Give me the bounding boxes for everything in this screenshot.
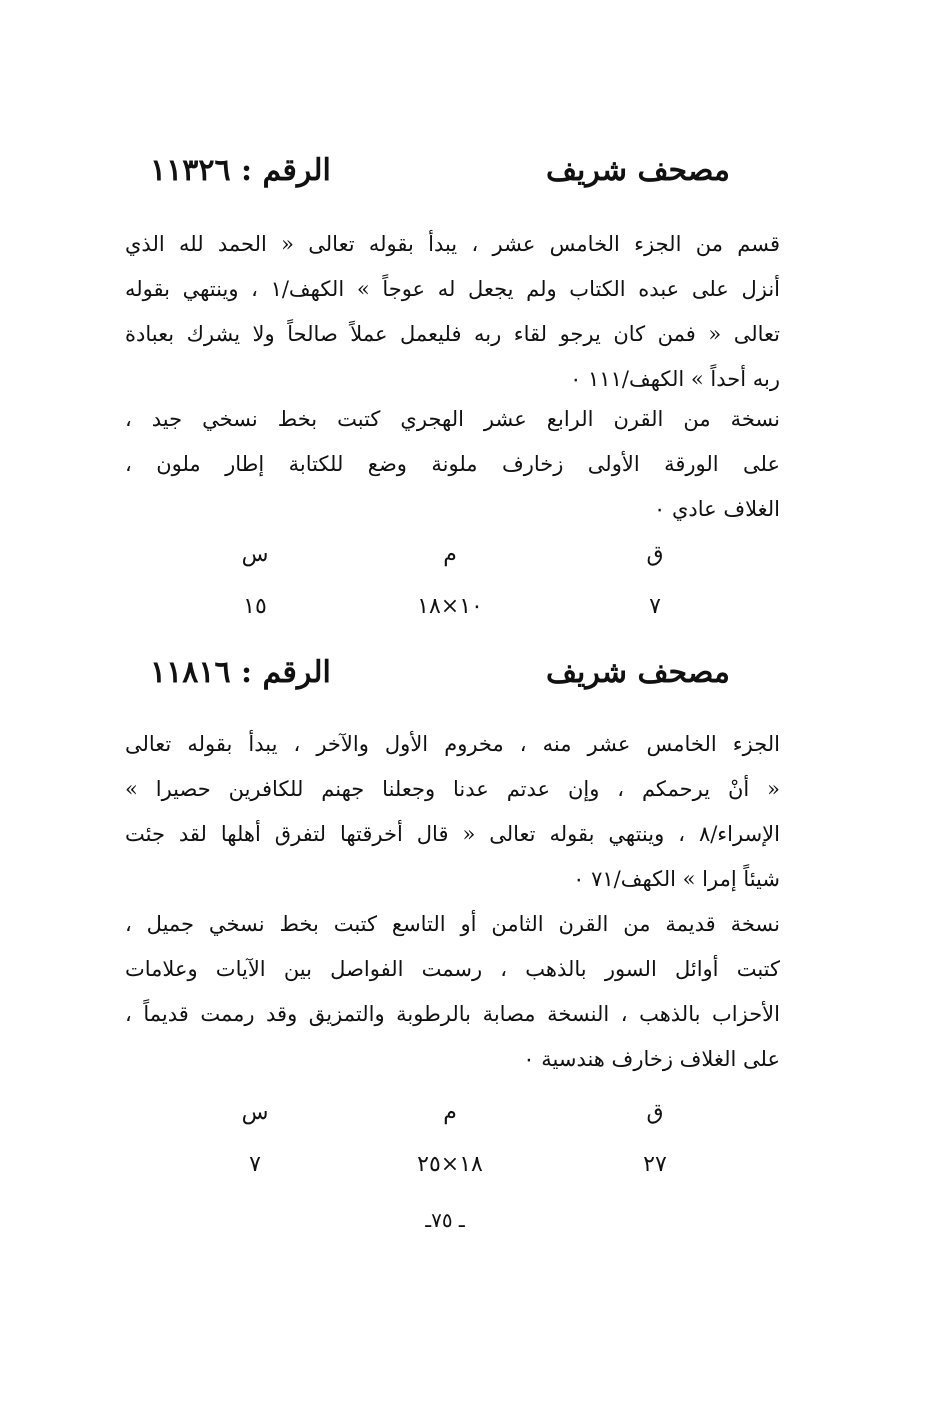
entry-2-description-line: الجزء الخامس عشر منه ، مخروم الأول والآخر ، يبدأ بقوله تعالى <box>125 732 780 756</box>
page-number: ـ ٧٥ـ <box>425 1208 465 1232</box>
entry-1-label-q: ق <box>646 542 664 567</box>
entry-1-description-line: تعالى « فمن كان يرجو لقاء ربه فليعمل عملاً صالحاً ولا يشرك بعبادة <box>125 322 780 346</box>
entry-2-description <box>125 722 780 902</box>
entry-2-copy-line: كتبت أوائل السور بالذهب ، رسمت الفواصل بين الآيات وعلامات <box>125 957 780 981</box>
entry-2-description-line: الإسراء/٨ ، وينتهي بقوله تعالى « قال أخرقتها لتفرق أهلها لقد جئت <box>125 822 780 846</box>
entry-2-title: مصحف شريف <box>545 655 730 690</box>
entry-2-number: الرقم : ١١٨١٦ <box>150 655 331 690</box>
entry-2-description-line: شيئاً إمرا » الكهف/٧١ ٠ <box>573 867 780 891</box>
entry-1-description-line: ربه أحداً » الكهف/١١١ ٠ <box>570 367 780 391</box>
entry-2-description-line: « أنْ يرحمكم ، وإن عدتم عدنا وجعلنا جهنم للكافرين حصيرا » <box>125 777 780 801</box>
entry-2-meta-labels <box>180 1100 700 1140</box>
entry-2-copy-line: على الغلاف زخارف هندسية ٠ <box>523 1047 780 1071</box>
entry-2-copy-info <box>125 902 780 1082</box>
entry-1-copy-info <box>125 397 780 532</box>
entry-1-number: الرقم : ١١٣٢٦ <box>150 153 331 188</box>
entry-1-value-m: ١٠×١٨ <box>417 594 483 619</box>
entry-2-header <box>150 655 730 699</box>
entry-2-value-s: ٧ <box>249 1152 261 1177</box>
entry-1-label-s: س <box>241 542 269 567</box>
entry-1-meta-labels <box>180 542 700 582</box>
entry-1-description-line: أنزل على عبده الكتاب ولم يجعل له عوجاً » الكهف/١ ، وينتهي بقوله <box>125 277 780 301</box>
entry-2-copy-line: الأحزاب بالذهب ، النسخة مصابة بالرطوبة والتمزيق وقد رممت قديماً ، <box>125 1002 780 1026</box>
entry-1-label-m: م <box>443 542 457 567</box>
entry-1-title: مصحف شريف <box>545 153 730 188</box>
entry-1-value-s: ١٥ <box>243 594 267 619</box>
entry-1-copy-line: على الورقة الأولى زخارف ملونة وضع للكتابة إطار ملون ، <box>125 452 780 476</box>
entry-1-value-q: ٧ <box>649 594 661 619</box>
entry-1-copy-line: نسخة من القرن الرابع عشر الهجري كتبت بخط نسخي جيد ، <box>125 407 780 431</box>
entry-1-description <box>125 222 780 402</box>
entry-1-meta-values <box>180 594 700 634</box>
entry-1-description-line: قسم من الجزء الخامس عشر ، يبدأ بقوله تعالى « الحمد لله الذي <box>125 232 780 256</box>
entry-1-copy-line: الغلاف عادي ٠ <box>653 497 780 521</box>
entry-2-copy-line: نسخة قديمة من القرن الثامن أو التاسع كتبت بخط نسخي جميل ، <box>125 912 780 936</box>
entry-2-label-q: ق <box>646 1100 664 1125</box>
entry-2-label-s: س <box>241 1100 269 1125</box>
entry-2-value-q: ٢٧ <box>643 1152 667 1177</box>
entry-2-value-m: ١٨×٢٥ <box>417 1152 483 1177</box>
entry-1-header <box>150 153 730 197</box>
entry-2-meta-values <box>180 1152 700 1192</box>
entry-2-label-m: م <box>443 1100 457 1125</box>
